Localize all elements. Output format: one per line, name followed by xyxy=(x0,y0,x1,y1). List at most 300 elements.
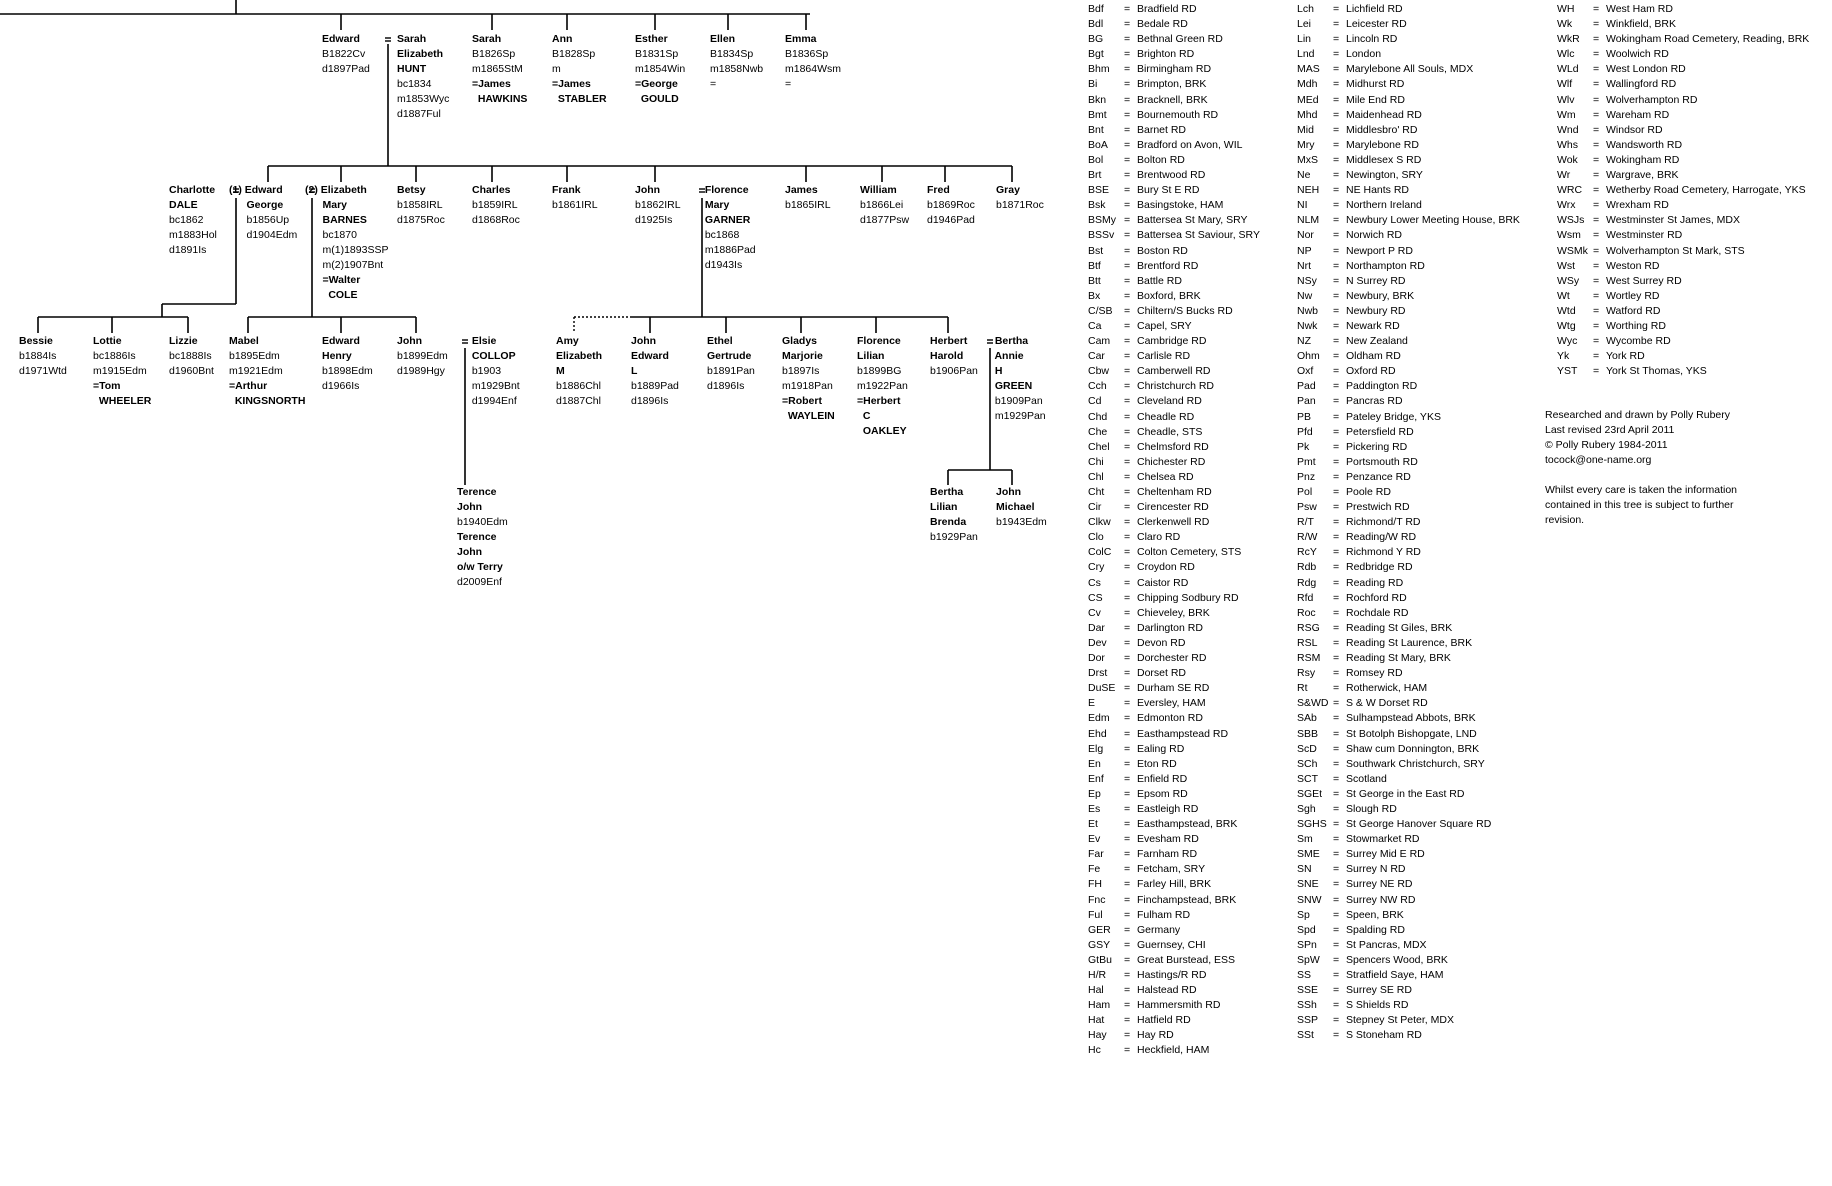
legend-code: En xyxy=(1088,757,1101,770)
legend-place: Hammersmith RD xyxy=(1137,999,1221,1012)
legend-equals: = xyxy=(1333,742,1340,755)
legend-code: Bsk xyxy=(1088,199,1106,212)
legend-equals: = xyxy=(1333,1029,1340,1042)
legend-equals: = xyxy=(1124,999,1131,1012)
legend-equals: = xyxy=(1333,350,1340,363)
legend-equals: = xyxy=(1124,63,1131,76)
person-line: Herbert xyxy=(930,335,968,347)
legend-equals: = xyxy=(1333,953,1340,966)
legend-equals: = xyxy=(1333,787,1340,800)
legend-place: Winkfield, BRK xyxy=(1606,18,1677,31)
legend-code: SCh xyxy=(1297,757,1318,770)
person-line: bc1886Is xyxy=(93,350,136,362)
person-line: H xyxy=(989,365,1003,377)
person-line: B1831Sp xyxy=(635,48,679,60)
person-line: William xyxy=(860,184,897,196)
person-line: b1903 xyxy=(466,365,502,377)
legend-code: Bx xyxy=(1088,289,1101,302)
legend-equals: = xyxy=(1593,93,1600,106)
person-line: m(1)1893SSP xyxy=(305,244,389,256)
credits-line: tocock@one-name.org xyxy=(1545,454,1652,466)
person-g10 xyxy=(707,334,755,394)
person-line: John xyxy=(631,335,657,347)
legend-equals: = xyxy=(1124,561,1131,574)
person-line: Betsy xyxy=(397,184,426,196)
legend-code: SBB xyxy=(1297,727,1319,740)
person-line: m1864Wsm xyxy=(785,63,842,75)
legend-place: Leicester RD xyxy=(1346,18,1407,31)
legend-code: WSMk xyxy=(1557,244,1588,257)
legend-code: E xyxy=(1088,697,1096,710)
legend-equals: = xyxy=(1124,33,1131,46)
legend-code: Wst xyxy=(1557,259,1576,272)
legend-code: Bkn xyxy=(1088,93,1107,106)
legend-equals: = xyxy=(1333,636,1340,649)
legend-code: Fe xyxy=(1088,863,1101,876)
legend-code: GtBu xyxy=(1088,953,1112,966)
legend-place: Paddington RD xyxy=(1346,380,1418,393)
legend-code: Btf xyxy=(1088,259,1101,272)
legend-place: Poole RD xyxy=(1346,486,1391,498)
legend-code: MAS xyxy=(1297,63,1320,76)
legend-place: Newbury, BRK xyxy=(1346,289,1415,302)
person-g8 xyxy=(556,334,602,409)
legend-place: Wallingford RD xyxy=(1606,78,1677,91)
legend-place: Cirencester RD xyxy=(1137,501,1209,514)
person-line: Florence xyxy=(699,184,749,196)
person-line: M xyxy=(556,365,565,377)
legend-equals: = xyxy=(1124,818,1131,831)
person-line: d1946Pad xyxy=(927,214,975,226)
legend-place: Chelsea RD xyxy=(1137,470,1194,483)
legend-equals: = xyxy=(1124,18,1131,31)
legend-equals: = xyxy=(1124,969,1131,981)
legend-equals: = xyxy=(1124,440,1131,453)
legend-place: Wycombe RD xyxy=(1606,335,1671,348)
legend-code: WkR xyxy=(1557,33,1580,46)
legend-code: RSL xyxy=(1297,636,1318,649)
person-line: d1966Is xyxy=(322,380,360,392)
person-h1 xyxy=(457,485,508,590)
person-line: Sarah xyxy=(397,33,427,45)
legend-equals: = xyxy=(1124,938,1131,951)
person-line: STABLER xyxy=(552,93,607,105)
legend-place: Claro RD xyxy=(1137,531,1181,544)
legend-code: Ful xyxy=(1088,908,1103,921)
legend-place: Weston RD xyxy=(1606,259,1660,272)
legend-code: SS xyxy=(1297,969,1312,981)
person-line: Lottie xyxy=(93,335,122,347)
person-g7 xyxy=(466,334,520,409)
legend-code: Bnt xyxy=(1088,123,1104,136)
legend-place: Bracknell, BRK xyxy=(1137,93,1208,106)
legend-code: Mid xyxy=(1297,123,1314,136)
person-line: b1889Pad xyxy=(631,380,679,392)
person-line: Fred xyxy=(927,184,950,196)
person-line: Mary xyxy=(699,199,730,211)
legend-place: West London RD xyxy=(1606,63,1686,76)
legend-place: Wareham RD xyxy=(1606,108,1670,121)
legend-place: Surrey Mid E RD xyxy=(1346,848,1425,861)
legend-place: Hay RD xyxy=(1137,1029,1174,1042)
legend-code: Nor xyxy=(1297,229,1314,242)
person-line: b1906Pan xyxy=(930,365,978,377)
legend-equals: = xyxy=(1124,304,1131,317)
legend-code: BSMy xyxy=(1088,214,1117,227)
legend-code: Chi xyxy=(1088,455,1104,468)
legend-code: Ep xyxy=(1088,787,1101,800)
legend-place: Barnet RD xyxy=(1137,123,1187,136)
legend-equals: = xyxy=(1124,259,1131,272)
legend-code: WH xyxy=(1557,3,1575,15)
legend-code: R/W xyxy=(1297,531,1318,544)
legend-equals: = xyxy=(1333,1014,1340,1027)
person-c4 xyxy=(397,183,445,228)
legend-code: Che xyxy=(1088,425,1108,438)
person-line: d1896Is xyxy=(631,395,669,407)
person-g6 xyxy=(397,334,448,379)
legend-code: Ne xyxy=(1297,169,1311,182)
person-c5 xyxy=(472,183,520,228)
person-line: m1929Bnt xyxy=(466,380,520,392)
person-line: B1836Sp xyxy=(785,48,829,60)
person-line: m1886Pad xyxy=(699,244,756,256)
legend-code: C/SB xyxy=(1088,304,1113,317)
legend-code: NZ xyxy=(1297,335,1311,348)
legend-equals: = xyxy=(1333,486,1340,498)
legend-equals: = xyxy=(1333,576,1340,589)
legend-equals: = xyxy=(1333,244,1340,257)
legend-code: Lch xyxy=(1297,3,1314,15)
legend-place: Ealing RD xyxy=(1137,742,1185,755)
person-line: d2009Enf xyxy=(457,576,502,588)
person-line: Mary xyxy=(305,199,348,211)
person-line: m1921Edm xyxy=(229,365,283,377)
legend-equals: = xyxy=(1124,380,1131,393)
legend-equals: = xyxy=(1333,561,1340,574)
legend-place: Evesham RD xyxy=(1137,833,1199,846)
legend-equals: = xyxy=(1124,123,1131,136)
person-p3 xyxy=(472,32,527,107)
legend-code: Psw xyxy=(1297,501,1317,514)
legend-equals: = xyxy=(1124,878,1131,891)
person-g5 xyxy=(322,334,373,394)
legend-place: Sulhampstead Abbots, BRK xyxy=(1346,712,1476,725)
legend-place: Speen, BRK xyxy=(1346,908,1404,921)
person-line: Mabel xyxy=(229,335,259,347)
legend-code: ColC xyxy=(1088,546,1112,559)
legend-place: Caistor RD xyxy=(1137,576,1189,589)
legend-place: Cheadle RD xyxy=(1137,410,1195,423)
legend-place: Croydon RD xyxy=(1137,561,1195,574)
person-line: d1925Is xyxy=(635,214,673,226)
legend-equals: = xyxy=(1124,319,1131,332)
legend-place: Wolverhampton St Mark, STS xyxy=(1606,244,1745,257)
legend-equals: = xyxy=(1124,214,1131,227)
legend-equals: = xyxy=(1593,244,1600,257)
legend-equals: = xyxy=(1593,304,1600,317)
legend-place: Reading RD xyxy=(1346,576,1404,589)
legend-equals: = xyxy=(1124,606,1131,619)
legend-place: Southwark Christchurch, SRY xyxy=(1346,757,1485,770)
legend-code: SSh xyxy=(1297,999,1317,1012)
legend-place: Chiltern/S Bucks RD xyxy=(1137,304,1233,317)
person-line: C xyxy=(857,410,871,422)
person-line: Charles xyxy=(472,184,511,196)
legend-equals: = xyxy=(1333,304,1340,317)
person-line: d1971Wtd xyxy=(19,365,67,377)
legend-equals: = xyxy=(1593,138,1600,151)
legend-place: Reading St Laurence, BRK xyxy=(1346,636,1473,649)
legend-place: Enfield RD xyxy=(1137,772,1188,785)
legend-code: Ehd xyxy=(1088,727,1107,740)
legend-code: Chd xyxy=(1088,410,1108,423)
legend-equals: = xyxy=(1124,591,1131,604)
legend-equals: = xyxy=(1124,908,1131,921)
legend-equals: = xyxy=(1593,365,1600,378)
credits-line: Researched and drawn by Polly Rubery xyxy=(1545,409,1731,421)
legend-equals: = xyxy=(1124,365,1131,378)
person-line: John xyxy=(397,335,423,347)
legend-equals: = xyxy=(1593,169,1600,182)
person-line: Elsie xyxy=(466,335,497,347)
person-line: Elizabeth xyxy=(556,350,603,362)
legend-equals: = xyxy=(1593,18,1600,31)
person-line: =Robert xyxy=(782,395,822,407)
legend-place: Finchampstead, BRK xyxy=(1137,893,1237,906)
legend-place: Brentford RD xyxy=(1137,259,1199,272)
legend-place: Windsor RD xyxy=(1606,123,1663,136)
legend-code: SNE xyxy=(1297,878,1319,891)
legend-code: ScD xyxy=(1297,742,1317,755)
legend-equals: = xyxy=(1124,138,1131,151)
legend-place: Chichester RD xyxy=(1137,455,1206,468)
legend-place: Fetcham, SRY xyxy=(1137,863,1206,876)
legend-place: Marylebone RD xyxy=(1346,138,1419,151)
legend-code: Bi xyxy=(1088,78,1098,91)
legend-place: Wolverhampton RD xyxy=(1606,93,1698,106)
legend-code: SGHS xyxy=(1297,818,1327,831)
legend-equals: = xyxy=(1333,999,1340,1012)
person-line: Ann xyxy=(552,33,573,45)
person-line: Annie xyxy=(989,350,1024,362)
legend-equals: = xyxy=(1124,274,1131,287)
person-line: =Arthur xyxy=(229,380,268,392)
legend-place: Surrey SE RD xyxy=(1346,984,1412,997)
legend-code: Hat xyxy=(1088,1014,1105,1027)
person-line: = xyxy=(785,78,792,90)
legend-code: NSy xyxy=(1297,274,1317,287)
legend-equals: = xyxy=(1333,848,1340,861)
person-line: John xyxy=(635,184,661,196)
person-line: =Walter xyxy=(305,274,361,286)
legend-place: Eversley, HAM xyxy=(1137,697,1206,710)
legend-equals: = xyxy=(1124,199,1131,212)
legend-place: Stratfield Saye, HAM xyxy=(1346,969,1444,981)
legend-equals: = xyxy=(1333,712,1340,725)
legend-equals: = xyxy=(1333,969,1340,981)
legend-equals: = xyxy=(1124,621,1131,634)
legend-code: Oxf xyxy=(1297,365,1314,378)
legend-code: Ohm xyxy=(1297,350,1320,363)
legend-place: Surrey NW RD xyxy=(1346,893,1416,906)
legend-code: BSE xyxy=(1088,184,1110,197)
legend-code: RSG xyxy=(1297,621,1320,634)
person-line: GARNER xyxy=(699,214,751,226)
legend-equals: = xyxy=(1124,108,1131,121)
legend-place: Mile End RD xyxy=(1346,93,1405,106)
legend-code: NLM xyxy=(1297,214,1320,227)
legend-code: Far xyxy=(1088,848,1104,861)
legend-place: Brighton RD xyxy=(1137,48,1195,61)
person-line: OAKLEY xyxy=(857,425,907,437)
credits-line: revision. xyxy=(1545,514,1585,526)
legend-code: SPn xyxy=(1297,938,1317,951)
legend-equals: = xyxy=(1593,108,1600,121)
legend-equals: = xyxy=(1593,229,1600,242)
legend-place: Cambridge RD xyxy=(1137,335,1207,348)
person-line: d1891Is xyxy=(169,244,207,256)
person-c7 xyxy=(635,183,681,228)
legend-code: Dar xyxy=(1088,621,1105,634)
legend-place: Lincoln RD xyxy=(1346,33,1398,46)
person-c12 xyxy=(996,183,1044,213)
legend-place: Redbridge RD xyxy=(1346,561,1413,574)
legend-equals: = xyxy=(1124,78,1131,91)
legend-equals: = xyxy=(1124,772,1131,785)
person-line: m1853Wyc xyxy=(397,93,450,105)
legend-equals: = xyxy=(1593,350,1600,363)
credits-line xyxy=(1545,468,1737,483)
legend-code: H/R xyxy=(1088,969,1107,981)
legend-place: S Shields RD xyxy=(1346,999,1409,1012)
legend-place: Reading St Giles, BRK xyxy=(1346,621,1453,634)
legend-equals: = xyxy=(1124,787,1131,800)
person-c2 xyxy=(229,183,297,243)
legend-code: Pmt xyxy=(1297,455,1316,468)
legend-equals: = xyxy=(1333,697,1340,710)
legend-equals: = xyxy=(1333,908,1340,921)
legend-equals: = xyxy=(1333,591,1340,604)
person-line: COLE xyxy=(305,289,358,301)
person-line: Sarah xyxy=(472,33,502,45)
legend-place: Reading St Mary, BRK xyxy=(1346,652,1451,665)
person-line: Charlotte xyxy=(169,184,216,196)
person-g4 xyxy=(229,334,305,409)
legend-equals: = xyxy=(1333,123,1340,136)
legend-code: GER xyxy=(1088,923,1111,936)
legend-code: SAb xyxy=(1297,712,1317,725)
legend-place: Middlesbro' RD xyxy=(1346,123,1418,136)
legend-place: Newbury RD xyxy=(1346,304,1406,317)
legend-equals: = xyxy=(1333,18,1340,31)
person-line: b1886Chl xyxy=(556,380,601,392)
legend-code: Pan xyxy=(1297,395,1316,408)
legend-code: Sgh xyxy=(1297,802,1316,815)
legend-equals: = xyxy=(1333,772,1340,785)
legend-place: Stepney St Peter, MDX xyxy=(1346,1014,1454,1027)
legend-equals: = xyxy=(1333,440,1340,453)
person-line: Gertrude xyxy=(707,350,752,362)
legend-code: Bhm xyxy=(1088,63,1110,76)
legend-equals: = xyxy=(1124,742,1131,755)
legend-place: Spencers Wood, BRK xyxy=(1346,953,1448,966)
legend-equals: = xyxy=(1333,833,1340,846)
person-line: =James xyxy=(472,78,511,90)
legend-code: Pad xyxy=(1297,380,1316,393)
legend-equals: = xyxy=(1124,712,1131,725)
person-p4 xyxy=(552,32,607,107)
legend-place: Eastleigh RD xyxy=(1137,802,1199,815)
person-line: d1994Enf xyxy=(466,395,517,407)
legend-code: RcY xyxy=(1297,546,1317,559)
legend-code: WSJs xyxy=(1557,214,1585,227)
legend-equals: = xyxy=(1124,93,1131,106)
legend-place: Bury St E RD xyxy=(1137,184,1200,197)
person-line: bc1862 xyxy=(169,214,204,226)
legend-equals: = xyxy=(1124,757,1131,770)
person-line: Esther xyxy=(635,33,668,45)
person-line: Ethel xyxy=(707,335,733,347)
legend-code: Pk xyxy=(1297,440,1310,453)
person-line: WAYLEIN xyxy=(782,410,835,422)
person-line: =James xyxy=(552,78,591,90)
legend-equals: = xyxy=(1333,425,1340,438)
person-line: Bertha xyxy=(989,335,1029,347)
person-line: bc1888Is xyxy=(169,350,212,362)
legend-equals: = xyxy=(1593,63,1600,76)
person-line: George xyxy=(229,199,284,211)
person-line: B1828Sp xyxy=(552,48,596,60)
legend-equals: = xyxy=(1333,93,1340,106)
person-line: m1915Edm xyxy=(93,365,147,377)
person-line: b1895Edm xyxy=(229,350,280,362)
person-line: d1943Is xyxy=(699,259,743,271)
legend-place: Bedale RD xyxy=(1137,18,1188,31)
person-c10 xyxy=(860,183,909,228)
legend-place: Chipping Sodbury RD xyxy=(1137,591,1239,604)
legend-place: Wokingham Road Cemetery, Reading, BRK xyxy=(1606,33,1810,46)
legend-place: Pateley Bridge, YKS xyxy=(1346,410,1441,423)
person-line: B1834Sp xyxy=(710,48,754,60)
legend-equals: = xyxy=(1333,757,1340,770)
legend-equals: = xyxy=(1333,214,1340,227)
person-line: L xyxy=(631,365,638,377)
legend-equals: = xyxy=(1593,123,1600,136)
legend-code: Sp xyxy=(1297,908,1310,921)
legend-equals: = xyxy=(1124,410,1131,423)
legend-code: Et xyxy=(1088,818,1098,831)
legend-code: Elg xyxy=(1088,742,1104,755)
person-line: Terence xyxy=(457,486,497,498)
legend-place: Clerkenwell RD xyxy=(1137,516,1210,529)
legend-equals: = xyxy=(1124,546,1131,559)
legend-place: Cheadle, STS xyxy=(1137,425,1203,438)
legend-equals: = xyxy=(1124,531,1131,544)
legend-equals: = xyxy=(1124,652,1131,665)
legend-place: Boston RD xyxy=(1137,244,1188,257)
legend-equals: = xyxy=(1333,289,1340,302)
legend-equals: = xyxy=(1333,63,1340,76)
legend-equals: = xyxy=(1333,893,1340,906)
legend-code: Rdb xyxy=(1297,561,1317,574)
legend-equals: = xyxy=(1124,425,1131,438)
legend-place: Edmonton RD xyxy=(1137,712,1203,725)
legend-equals: = xyxy=(1333,380,1340,393)
legend-place: Darlington RD xyxy=(1137,621,1203,634)
legend-code: Dor xyxy=(1088,652,1105,665)
credits-line: contained in this tree is subject to further xyxy=(1545,499,1734,511)
